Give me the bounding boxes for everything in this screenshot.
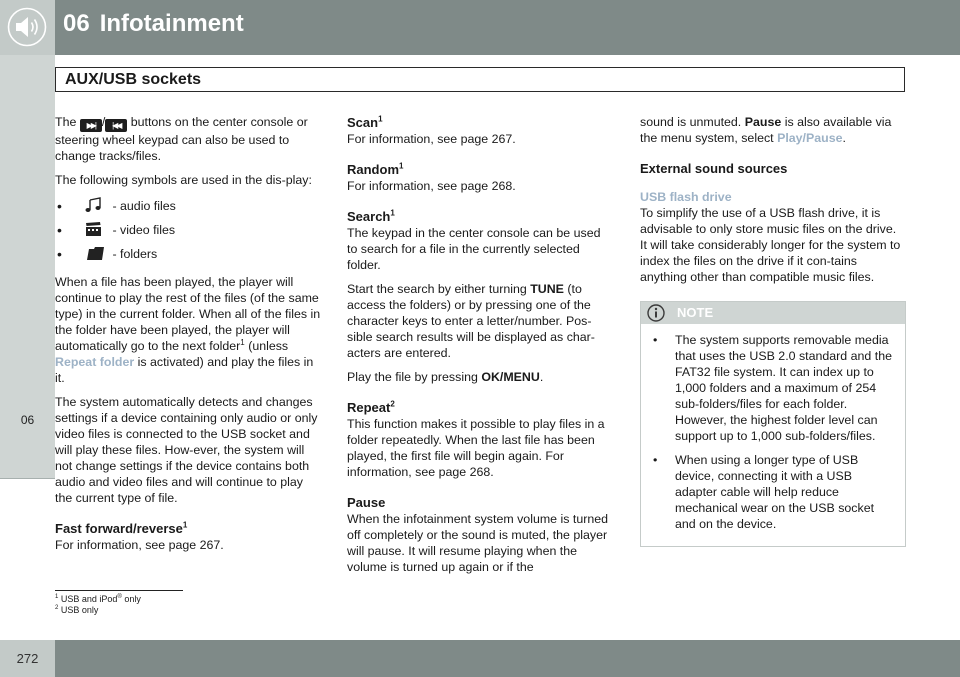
heading-scan (347, 114, 609, 131)
menu-option-play-pause: Play/Pause (777, 131, 843, 145)
text: When a file has been played, the player will continue to play the rest of the files (of the same type) in the current folder. When all of the files in the folder have been played, the player will automatically go to the next folder (55, 275, 321, 353)
text: . (842, 131, 846, 145)
list-item (653, 332, 895, 444)
symbol-label: - audio files (112, 199, 176, 213)
rewind-icon: |◀◀ (105, 119, 127, 132)
folder-icon (83, 245, 105, 261)
text: only (124, 594, 141, 604)
text: is activated) and play the files in it. (55, 355, 314, 385)
text: Play the file by pressing (347, 370, 478, 384)
heading-pause: Pause (347, 495, 386, 510)
bullet: • (57, 222, 62, 238)
section-title: AUX/USB sockets (65, 71, 202, 88)
heading-fast-forward (55, 520, 323, 537)
paragraph-search-2 (347, 281, 609, 361)
paragraph-fast-forward: For information, see page 267. (55, 538, 224, 552)
paragraph-playback (55, 274, 323, 386)
heading-external-sources: External sound sources (640, 161, 788, 176)
list-item (55, 244, 323, 268)
paragraph-random: For information, see page 268. (347, 179, 516, 193)
column-2 (347, 114, 609, 583)
heading-text: Repeat (347, 400, 391, 415)
symbol-label: - video files (112, 223, 176, 237)
text: / (101, 115, 106, 129)
symbol-list (55, 196, 323, 268)
control-pause: Pause (744, 115, 782, 129)
footnote-ref: 1 (182, 520, 188, 530)
chapter-title (63, 10, 244, 38)
footnote-1 (55, 594, 141, 605)
bullet: • (653, 453, 658, 467)
paragraph-symbols-intro: The following symbols are used in the dis-play: (55, 173, 312, 187)
footnote-divider (55, 590, 183, 591)
music-note-icon (83, 197, 105, 213)
registered-mark: ® (117, 594, 122, 600)
list-item (653, 452, 895, 532)
symbol-label: - folders (112, 247, 158, 261)
heading-text: Search (347, 209, 391, 224)
text: (to access the folders) or by pressing one of the character keys to enter a letter/number. Pos-sible search results will be displayed as char-acters are entered. (347, 282, 595, 360)
bullet: • (653, 333, 658, 347)
bullet: • (57, 246, 62, 262)
section-header (55, 67, 905, 92)
note-text: When using a longer type of USB device, connecting it with a USB adapter cable will help reduce mechanical wear on the USB socket and on the device. (675, 453, 875, 531)
list-item (55, 220, 323, 244)
text: Start the search by either turning (347, 282, 527, 296)
note-label: NOTE (677, 305, 714, 320)
text: . (539, 370, 544, 384)
text: USB and iPod (60, 594, 118, 604)
paragraph-unmute (640, 114, 906, 146)
footnote-ref: 1 (399, 161, 404, 171)
text: (unless (248, 339, 289, 353)
paragraph-auto-detect: The system automatically detects and changes settings if a device containing only audio or only video files is connected to the USB socket and will play these files. How-ever, the system will not change settings if the device contains both audio and video files and will continue to play the current type of file. (55, 395, 318, 505)
fast-forward-icon: ▶▶| (80, 119, 102, 132)
chapter-side-tab (0, 55, 55, 479)
paragraph-repeat: This function makes it possible to play files in a folder repeatedly. When the last file has been played, the first file will begin again. For information, see page 268. (347, 417, 605, 479)
footer-bar (0, 640, 960, 677)
heading-search (347, 208, 609, 225)
heading-repeat (347, 399, 609, 416)
footnote-2 (55, 605, 141, 616)
column-3 (640, 114, 906, 547)
footnotes (55, 594, 141, 616)
text: is also available via the menu system, select (640, 115, 892, 145)
paragraph-track-buttons (55, 114, 323, 164)
side-tab-label: 06 (20, 413, 35, 427)
menu-option-repeat-folder: Repeat folder (55, 355, 135, 369)
footnote-ref: 1 (378, 114, 383, 124)
heading-text: Fast forward/reverse (55, 521, 183, 536)
speaker-icon (7, 7, 47, 47)
paragraph-search-1: The keypad in the center console can be used to search for a file in the currently selected folder. (347, 226, 601, 272)
note-box (640, 301, 906, 547)
chapter-number: 06 (63, 10, 90, 37)
footnote-ref: 2 (390, 399, 395, 409)
heading-usb-flash-drive: USB flash drive (640, 190, 732, 204)
text: The (55, 115, 77, 129)
info-icon (647, 304, 665, 322)
footnote-ref: 1 (240, 337, 245, 347)
film-icon (83, 221, 105, 237)
text: buttons on the center console or steering wheel keypad can also be used to change tracks/files. (55, 115, 308, 163)
heading-text: Scan (347, 115, 379, 130)
header-icon-panel (0, 0, 55, 55)
footnote-number: 1 (55, 594, 59, 600)
control-tune: TUNE (530, 282, 564, 296)
paragraph-search-3 (347, 369, 609, 385)
footnote-number: 2 (55, 605, 59, 611)
chapter-name: Infotainment (99, 10, 244, 37)
paragraph-scan: For information, see page 267. (347, 132, 516, 146)
heading-text: Random (347, 162, 399, 177)
paragraph-usb: To simplify the use of a USB flash drive, it is advisable to only store music files on the drive. It will take considerably longer for the system to index the files on the drive if it con-tains anything other than compatible music files. (640, 206, 901, 284)
column-1 (55, 114, 323, 561)
note-header (641, 302, 905, 324)
note-list (641, 324, 905, 546)
bullet: • (57, 198, 62, 214)
note-text: The system supports removable media that uses the USB 2.0 standard and the FAT32 file system. It can index up to 1,000 folders and a maximum of 254 sub-folders/files for each folder. However, the highest folder level can support up to 1,000 sub-folders/files. (675, 333, 892, 443)
list-item (55, 196, 323, 220)
control-ok-menu: OK/MENU (481, 370, 540, 384)
text: USB only (60, 605, 99, 615)
paragraph-pause: When the infotainment system volume is turned off completely or the sound is muted, the player will pause. It will resume playing when the volume is turned up again or if the (347, 512, 609, 574)
text: sound is unmuted. (640, 115, 742, 129)
heading-random (347, 161, 609, 178)
footnote-ref: 1 (390, 208, 395, 218)
page-number: 272 (16, 651, 39, 666)
